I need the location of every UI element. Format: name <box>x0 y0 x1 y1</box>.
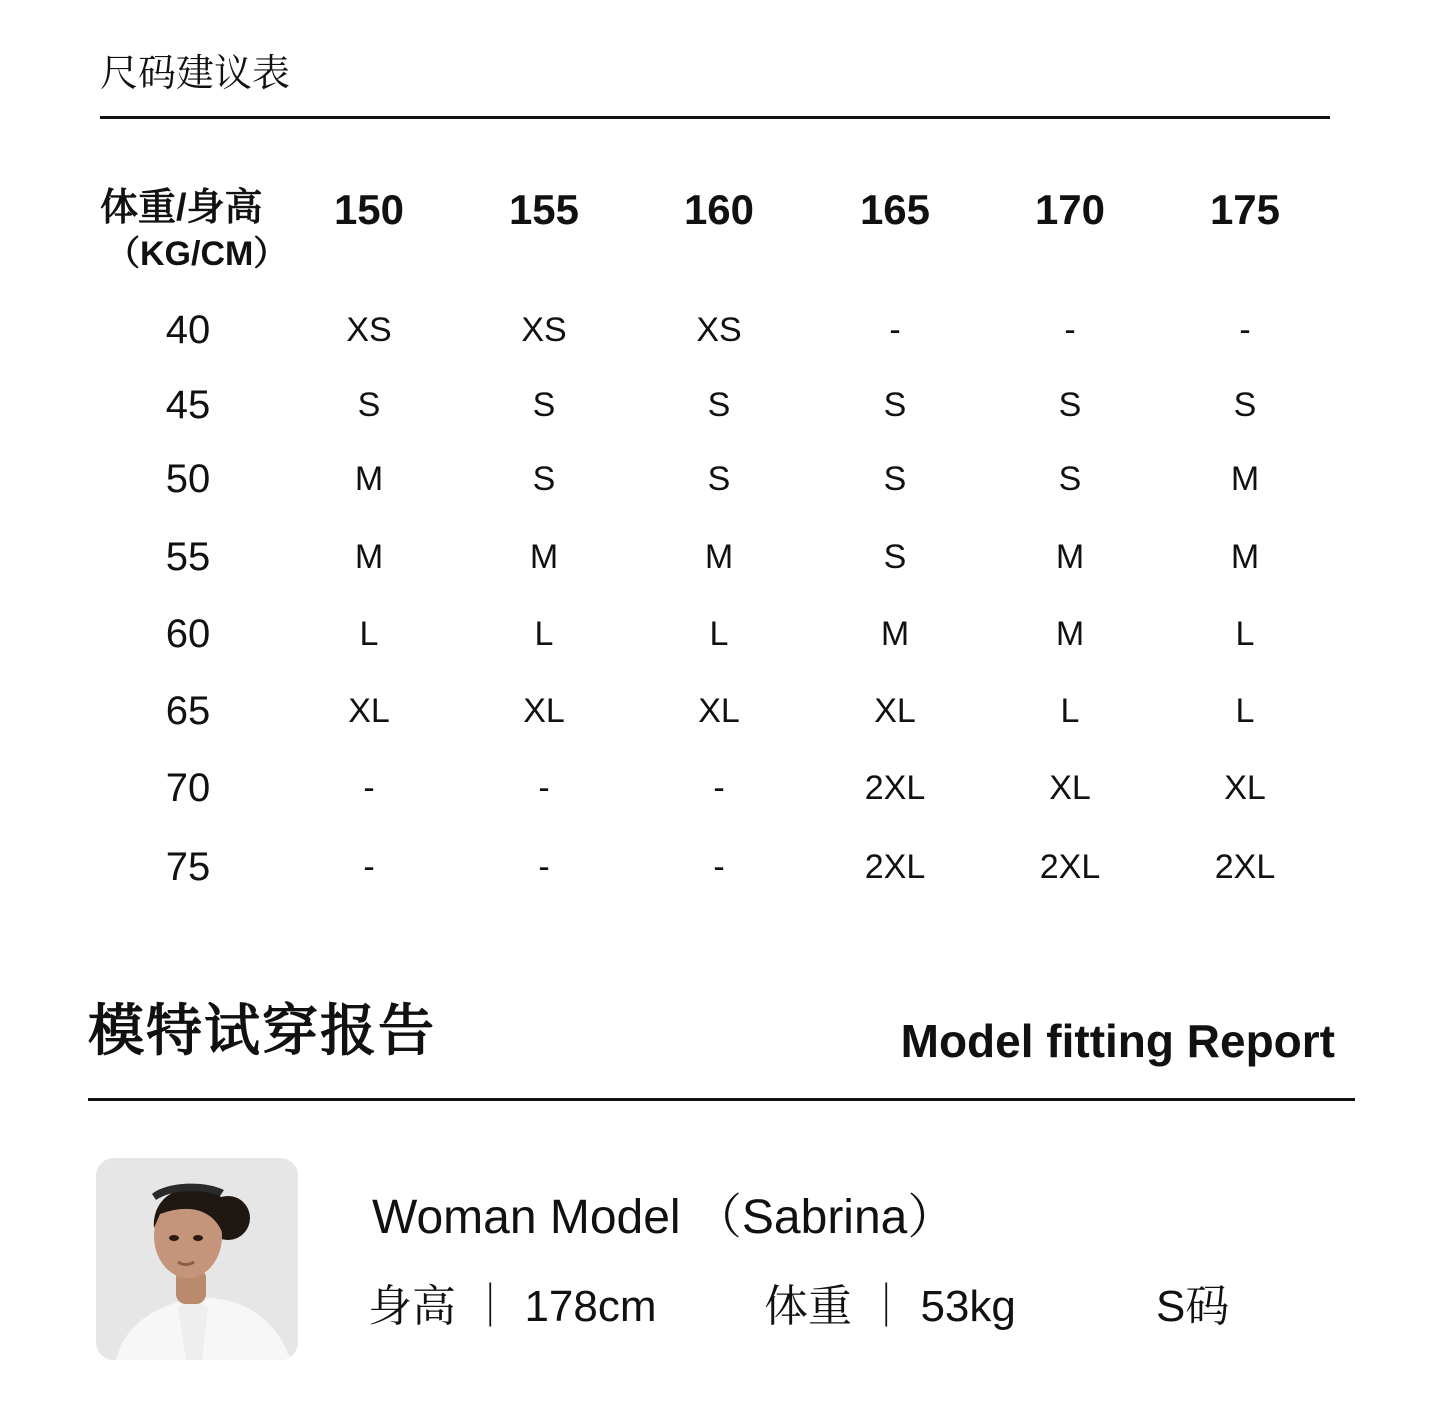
row-header-weight: 65 <box>165 689 211 733</box>
model-avatar <box>96 1158 298 1360</box>
size-table-title: 尺码建议表 <box>100 53 291 95</box>
size-cell: M <box>880 615 910 653</box>
size-cell: M <box>1055 615 1085 653</box>
size-cell: - <box>1239 311 1251 349</box>
size-cell: L <box>709 615 729 653</box>
size-cell: XL <box>348 692 390 730</box>
size-cell: S <box>1058 386 1082 424</box>
column-header-height: 175 <box>1209 186 1281 233</box>
size-cell: M <box>529 538 559 576</box>
size-cell: XL <box>1224 769 1266 807</box>
corner-label-line2: （KG/CM） <box>106 235 288 273</box>
column-header-height: 170 <box>1034 186 1106 233</box>
size-cell: M <box>354 460 384 498</box>
size-cell: - <box>1064 311 1076 349</box>
size-cell: M <box>354 538 384 576</box>
size-cell: L <box>359 615 379 653</box>
size-cell: XL <box>698 692 740 730</box>
report-title-cn: 模特试穿报告 <box>88 999 436 1062</box>
row-header-weight: 75 <box>165 845 211 889</box>
column-header-height: 150 <box>333 186 405 233</box>
column-header-height: 160 <box>683 186 755 233</box>
size-cell: 2XL <box>864 769 926 807</box>
size-cell: S <box>883 460 907 498</box>
size-cell: - <box>538 848 550 886</box>
size-cell: S <box>532 386 556 424</box>
model-weight: 体重 ｜ 53kg <box>764 1282 1016 1331</box>
size-cell: XS <box>696 311 742 349</box>
row-header-weight: 60 <box>165 612 211 656</box>
size-cell: XS <box>346 311 392 349</box>
size-cell: M <box>704 538 734 576</box>
size-cell: S <box>1233 386 1257 424</box>
row-header-weight: 50 <box>165 457 211 501</box>
row-header-weight: 55 <box>165 535 211 579</box>
size-cell: - <box>713 769 725 807</box>
size-cell: S <box>707 386 731 424</box>
size-cell: M <box>1055 538 1085 576</box>
size-cell: - <box>538 769 550 807</box>
size-cell: M <box>1230 538 1260 576</box>
size-cell: - <box>713 848 725 886</box>
size-cell: XL <box>874 692 916 730</box>
size-cell: - <box>363 848 375 886</box>
size-cell: S <box>357 386 381 424</box>
size-cell: S <box>707 460 731 498</box>
size-cell: S <box>532 460 556 498</box>
row-header-weight: 45 <box>165 383 211 427</box>
divider-top <box>100 116 1330 119</box>
corner-label-line1: 体重/身高 <box>100 187 263 229</box>
size-cell: XL <box>1049 769 1091 807</box>
size-cell: S <box>1058 460 1082 498</box>
row-header-weight: 40 <box>165 308 211 352</box>
size-cell: M <box>1230 460 1260 498</box>
report-title-en: Model fitting Report <box>900 1015 1335 1067</box>
size-cell: XS <box>521 311 567 349</box>
size-cell: - <box>363 769 375 807</box>
size-cell: L <box>534 615 554 653</box>
size-cell: XL <box>523 692 565 730</box>
column-header-height: 165 <box>859 186 931 233</box>
model-name: Woman Model （Sabrina） <box>372 1191 956 1244</box>
size-cell: 2XL <box>864 848 926 886</box>
size-cell: S <box>883 538 907 576</box>
size-cell: L <box>1235 615 1255 653</box>
model-size: S码 <box>1156 1282 1230 1331</box>
size-cell: - <box>889 311 901 349</box>
size-cell: 2XL <box>1214 848 1276 886</box>
size-cell: 2XL <box>1039 848 1101 886</box>
size-cell: S <box>883 386 907 424</box>
column-header-height: 155 <box>508 186 580 233</box>
size-cell: L <box>1235 692 1255 730</box>
row-header-weight: 70 <box>165 766 211 810</box>
model-portrait-icon <box>96 1158 298 1360</box>
divider-report <box>88 1098 1355 1101</box>
model-height: 身高 ｜ 178cm <box>368 1282 657 1331</box>
size-cell: L <box>1060 692 1080 730</box>
table-corner-header <box>100 185 300 277</box>
